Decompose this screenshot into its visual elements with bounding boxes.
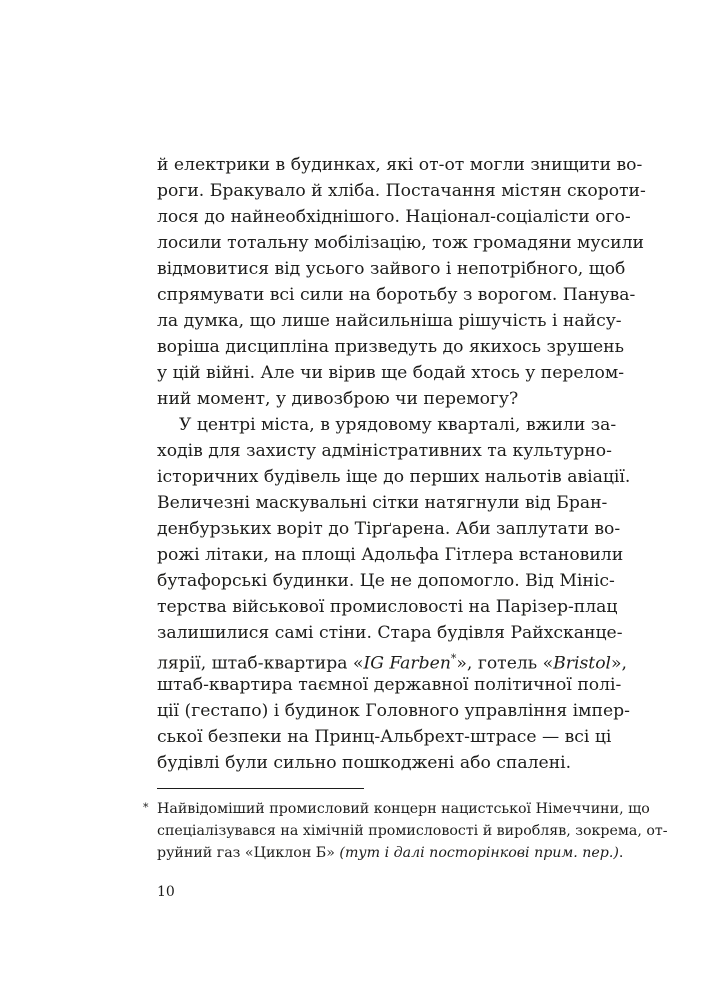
- footnote-line: Найвідоміший промисловий концерн нацистської Німеччини, що: [157, 801, 650, 817]
- text-line: відмовитися від усього зайвого і непотрібного, щоб: [157, 259, 626, 279]
- footnote-reference-mark[interactable]: *: [450, 652, 457, 665]
- text-line: й електрики в будинках, які от-от могли знищити во-: [157, 155, 643, 175]
- text-line: спрямувати всі сили на боротьбу з ворогом. Панува-: [157, 285, 636, 305]
- text-line: лосили тотальну мобілізацію, тож громадяни мусили: [157, 233, 644, 253]
- company-name-ig-farben: IG Farben: [363, 653, 451, 674]
- paragraph-2: [157, 412, 631, 776]
- page-number: 10: [157, 884, 175, 900]
- text-fragment: », готель «: [456, 653, 554, 674]
- footnote-line: спеціалізувався на хімічній промисловості й виробляв, зокрема, от-: [157, 823, 668, 839]
- text-fragment: »,: [611, 653, 628, 674]
- text-line: денбурзьких воріт до Тірґарена. Аби заплутати во-: [157, 519, 621, 539]
- text-fragment: руйний газ «Циклон Б»: [157, 845, 340, 861]
- footnote-line: [157, 842, 624, 864]
- footnote-mark: *: [143, 801, 149, 814]
- text-line: будівлі були сильно пошкоджені або спалені.: [157, 753, 572, 773]
- text-line: залишилися самі стіни. Стара будівля Райхсканце-: [157, 623, 623, 643]
- text-line: воріша дисципліна призведуть до якихось зрушень: [157, 337, 624, 357]
- text-line: У центрі міста, в урядовому кварталі, вжили за-: [179, 415, 617, 435]
- translator-note: (тут і далі посторінкові прим. пер.): [339, 845, 619, 861]
- text-line: роги. Бракувало й хліба. Постачання містян скороти-: [157, 181, 646, 201]
- hotel-name-bristol: Bristol: [553, 653, 612, 674]
- text-line: бутафорські будинки. Це не допомогло. Від Мініс-: [157, 571, 615, 591]
- text-line: Величезні маскувальні сітки натягнули від Бран-: [157, 493, 608, 513]
- text-line: рожі літаки, на площі Адольфа Гітлера встановили: [157, 545, 624, 565]
- text-fragment: .: [618, 845, 624, 861]
- text-line: [157, 646, 628, 674]
- text-line: ції (гестапо) і будинок Головного управління імпер-: [157, 701, 630, 721]
- text-line: у цій війні. Але чи вірив ще бодай хтось у перелом-: [157, 363, 625, 383]
- text-line: штаб-квартира таємної державної політичної полі-: [157, 675, 622, 695]
- text-line: ний момент, у дивозброю чи перемогу?: [157, 389, 519, 409]
- text-line: терства військової промисловості на Парізер-плац: [157, 597, 618, 617]
- text-line: історичних будівель іще до перших нальотів авіації.: [157, 467, 631, 487]
- paragraph-1: [157, 152, 646, 412]
- text-fragment: лярії, штаб-квартира «: [157, 653, 364, 674]
- footnote-divider: [157, 788, 364, 789]
- text-line: ської безпеки на Принц-Альбрехт-штрасе — всі ці: [157, 727, 612, 747]
- main-text: [157, 152, 646, 776]
- text-line: лося до найнеобхіднішого. Націонал-соціалісти ого-: [157, 207, 631, 227]
- text-line: ла думка, що лише найсильніша рішучість і найсу-: [157, 311, 622, 331]
- footnote-text: [157, 798, 668, 864]
- text-line: ходів для захисту адміністративних та культурно-: [157, 441, 612, 461]
